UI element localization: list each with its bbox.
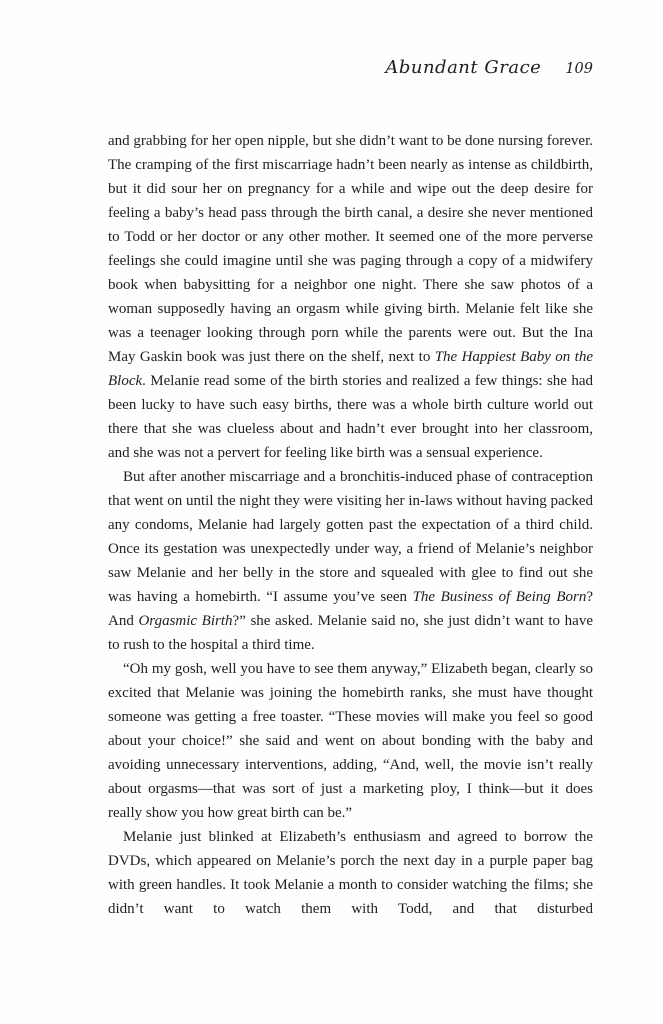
- body-text: [108, 129, 593, 921]
- text-segment: Melanie just blinked at Elizabeth’s enthusiasm and agreed to borrow the DVDs, which appeared on Melanie’s porch the next day in a purple paper bag with green handles. It took Melanie a month to consider watching the films; she didn’t want to watch them with Todd, and that disturbed: [108, 829, 593, 917]
- paragraph: [108, 465, 593, 657]
- text-segment: and grabbing for her open nipple, but she didn’t want to be done nursing forever. The cramping of the first miscarriage hadn’t been nearly as intense as childbirth, but it did sour her on pregnancy for a while and wipe out the deep desire for feeling a baby’s head pass through the birth canal, a desire she never mentioned to Todd or her doctor or any other mother. It seemed one of the more perverse feelings she could imagine until she was paging through a copy of a midwifery book when babysitting for a neighbor one night. There she saw photos of a woman supposedly having an orgasm while giving birth. Melanie felt like she was a teenager looking through porn while the parents were out. But the Ina May Gaskin book was just there on the shelf, next to: [108, 133, 593, 365]
- text-segment: ? And: [108, 589, 593, 629]
- text-segment: But after another miscarriage and a bronchitis-induced phase of contraception that went on until the night they were visiting her in-laws without having packed any condoms, Melanie had largely gotten past the expectation of a third child. Once its gestation was unexpectedly under way, a friend of Melanie’s neighbor saw Melanie and her belly in the store and squealed with glee to find out she was having a homebirth. “I assume you’ve seen: [108, 469, 593, 605]
- italic-text-segment: Orgasmic Birth: [138, 613, 233, 629]
- page-header: [108, 57, 593, 78]
- running-title: Abundant Grace: [385, 57, 542, 78]
- page-number: 109: [565, 61, 593, 77]
- text-segment: . Melanie read some of the birth stories and realized a few things: she had been lucky to have such easy births, there was a whole birth culture world out there that she was clueless about and hadn’t ever brought into her classroom, and she was not a pervert for feeling like birth was a sensual experience.: [108, 373, 593, 461]
- italic-text-segment: The Happiest Baby on the Block: [108, 349, 593, 389]
- text-segment: ?” she asked. Melanie said no, she just didn’t want to have to rush to the hospital a third time.: [108, 613, 593, 653]
- paragraph: [108, 825, 593, 921]
- paragraph: [108, 129, 593, 465]
- text-segment: “Oh my gosh, well you have to see them anyway,” Elizabeth began, clearly so excited that Melanie was joining the homebirth ranks, she must have thought someone was getting a free toaster. “These movies will make you feel so good about your choice!” she said and went on about bonding with the baby and avoiding unnecessary interventions, adding, “And, well, the movie isn’t really about orgasms—that was sort of just a marketing ploy, I think—but it does really show you how great birth can be.”: [108, 661, 593, 821]
- italic-text-segment: The Business of Being Born: [412, 589, 587, 605]
- paragraph: [108, 657, 593, 825]
